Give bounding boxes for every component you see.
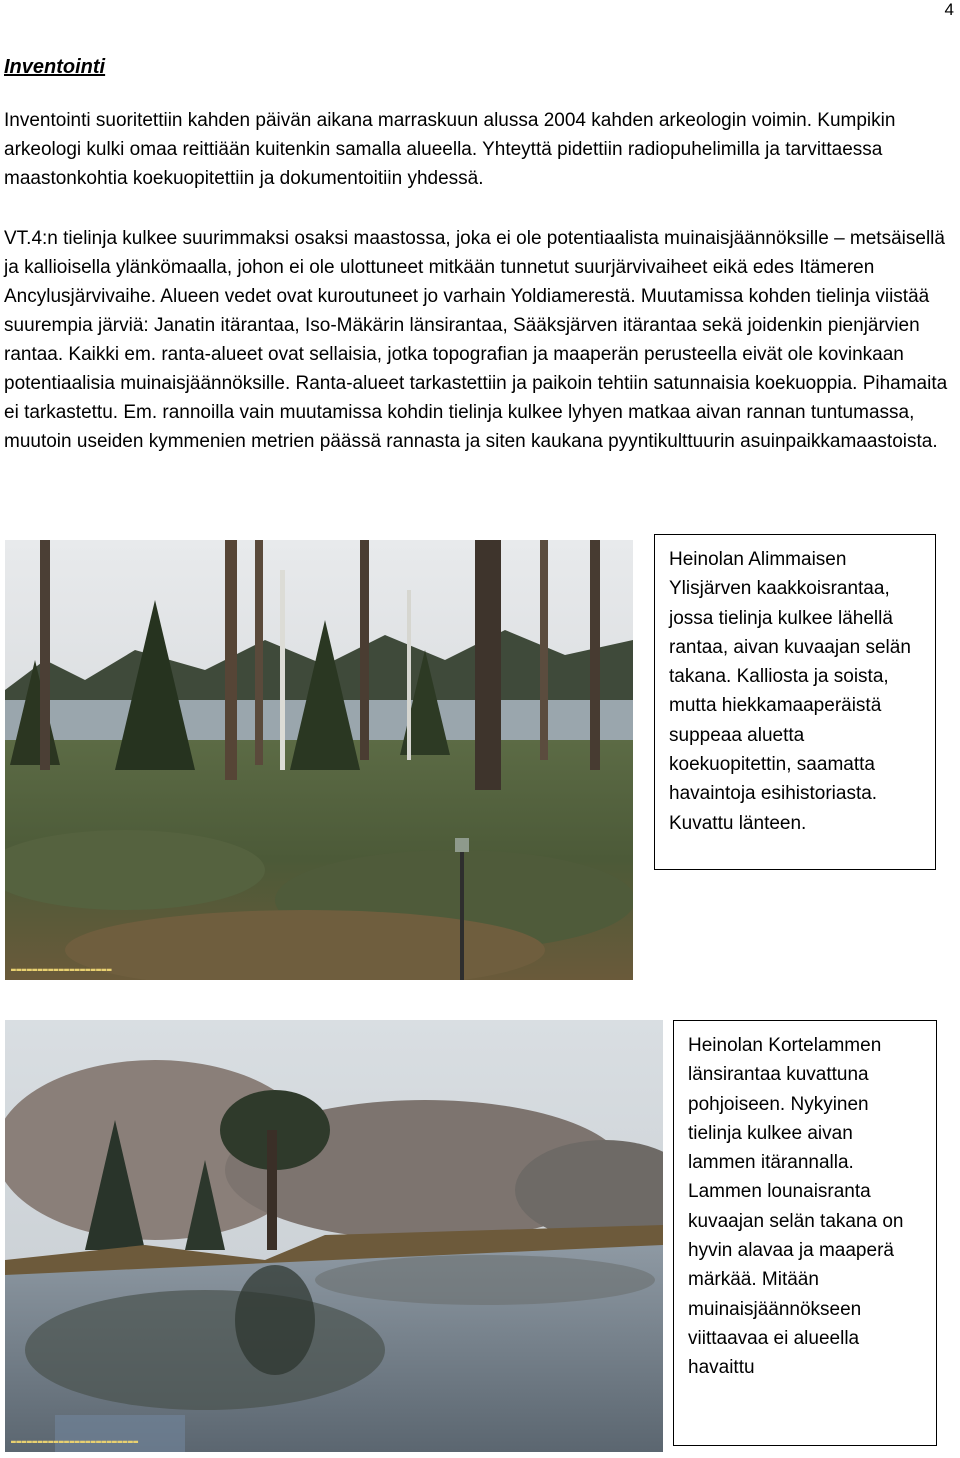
forest-lake-photo — [5, 540, 633, 980]
figure-caption-2: Heinolan Kortelammen länsirantaa kuvattuna pohjoiseen. Nykyinen tielinja kulkee aivan lammen itärannalla. Lammen lounaisranta kuvaajan selän takana on hyvin alavaa ja maaperä märkää. Mitään muinaisjäännökseen viittaavaa ei alueella havaittu — [673, 1020, 937, 1446]
paragraph-inventory: Inventointi suoritettiin kahden päivän aikana marraskuun alussa 2004 kahden arkeologin voimin. Kumpikin arkeologi kulki omaa reittiään kuitenkin samalla alueella. Yhteyttä pidettiin radiopuhelimilla ja tarvittaessa maastonkohtia koekuopitettiin ja dokumentoitiin yhdessä. — [4, 110, 896, 189]
pond-shore-photo — [5, 1020, 663, 1452]
paragraph-route: VT.4:n tielinja kulkee suurimmaksi osaksi maastossa, joka ei ole potentiaalista muinaisjäännöksille – metsäisellä ja kallioisella ylänkömaalla, johon ei ole ulottuneet mitkään tunnetut suurjärvivaiheet eikä edes Itämeren Ancylusjärvivaihe. Alueen vedet ovat kuroutuneet jo varhain Yoldiamerestä. Muutamissa kohden tielinja viistää suurempia järviä: Janatin itärantaa, Iso-Mäkärin länsirantaa, Sääksjärven itärantaa sekä joidenkin pienjärvien rantaa. Kaikki em. ranta-alueet ovat sellaisia, jotka topografian ja maaperän perusteella eivät ole kovinkaan potentiaalisia muinaisjäännöksille. Ranta-alueet tarkastettiin ja paikoin tehtiin satunnaisia koekuoppia. Pihamaita ei tarkastettu. Em. rannoilla vain muutamissa kohdin tielinja kulkee lyhyen matkaa aivan rannan tuntumassa, muutoin useiden kymmenien metrien päässä rannasta ja siten kaukana pyyntikulttuurin asuinpaikkamaastoista. — [4, 228, 948, 452]
page-number: 4 — [944, 0, 954, 19]
section-heading: Inventointi — [4, 56, 106, 78]
photo-stamp-1: ▬▬▬▬▬▬▬▬▬▬▬▬▬▬▬▬▬▬▬ — [11, 965, 113, 974]
figure-caption-1: Heinolan Alimmaisen Ylisjärven kaakkoisrantaa, jossa tielinja kulkee lähellä rantaa, aivan kuvaajan selän takana. Kalliosta ja soista, mutta hiekkamaaperäistä suppeaa aluetta koekuopitettin, saamatta havaintoja esihistoriasta. Kuvattu länteen. — [654, 534, 936, 870]
photo-stamp-2: ▬▬▬▬▬▬▬▬▬▬▬▬▬▬▬▬▬▬▬▬▬▬▬▬ — [11, 1437, 139, 1446]
